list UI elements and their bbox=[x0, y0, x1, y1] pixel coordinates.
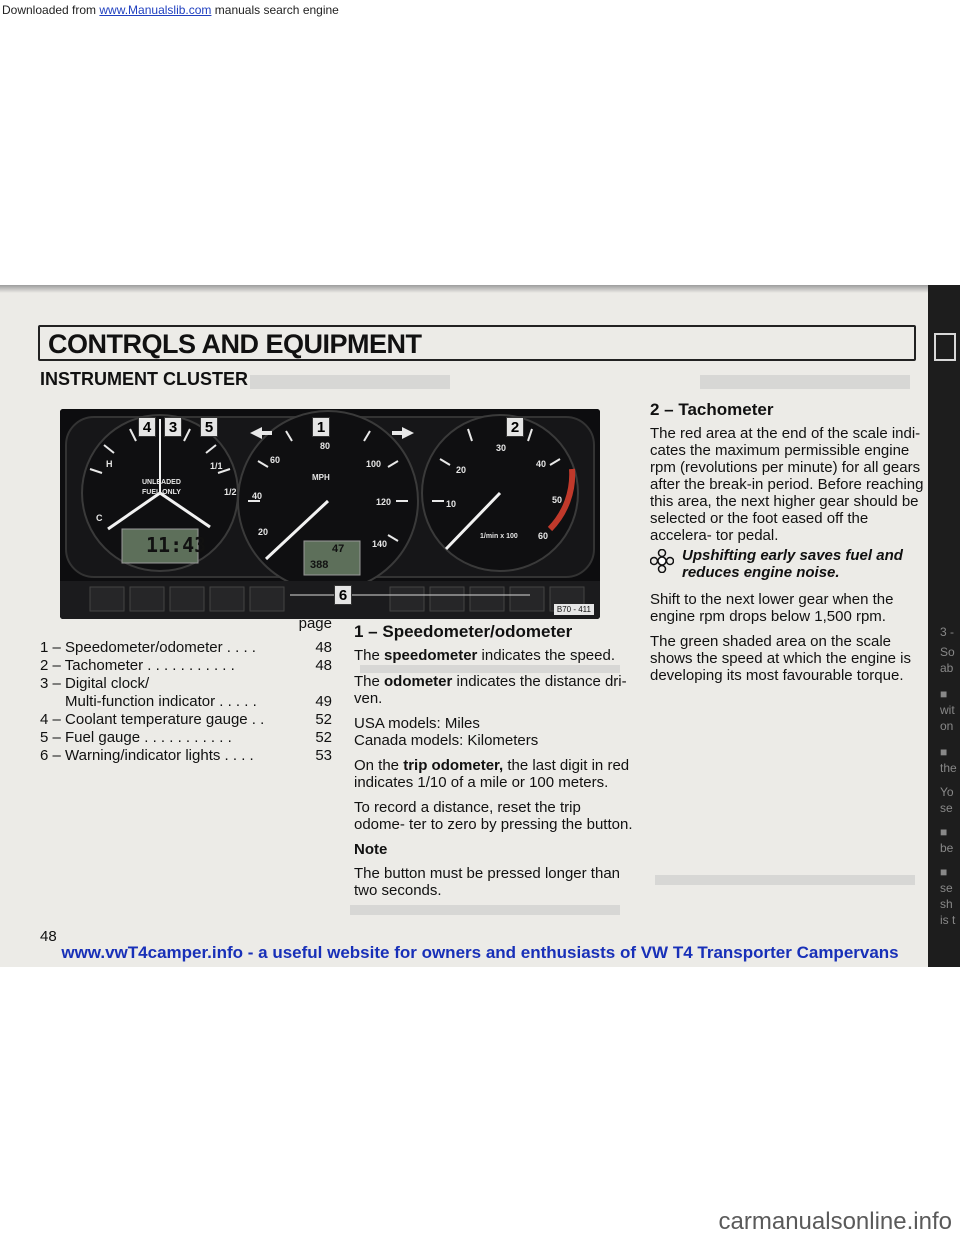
trip-odometer-readout: 47 bbox=[332, 543, 345, 555]
downshift-paragraph: Shift to the next lower gear when the engine rpm drops below 1,500 rpm. bbox=[650, 591, 894, 625]
fuel-notice-line2: FUEL ONLY bbox=[142, 489, 181, 496]
odometer-readout: 388 bbox=[310, 559, 329, 571]
edge-text: Yo bbox=[940, 785, 954, 799]
list-item-text: 4 – Coolant temperature gauge . . bbox=[40, 711, 265, 728]
edge-text: ■ bbox=[940, 687, 948, 701]
edge-text: is t bbox=[940, 913, 956, 927]
text-run: The bbox=[354, 673, 385, 690]
list-item bbox=[40, 711, 332, 728]
edge-text: ■ bbox=[940, 745, 948, 759]
chapter-title: CONTRQLS AND EQUIPMENT bbox=[48, 329, 422, 359]
edge-text: wit bbox=[940, 703, 955, 717]
flower-tip-icon bbox=[650, 549, 674, 573]
note-heading: Note bbox=[354, 841, 388, 858]
speedo-label-60: 60 bbox=[270, 455, 281, 465]
speedo-label-100: 100 bbox=[366, 459, 382, 469]
instrument-cluster-photo bbox=[60, 409, 600, 619]
text-run: indicates the distance dri- ven. bbox=[354, 673, 627, 707]
banner-prefix: Downloaded from bbox=[2, 3, 100, 17]
tacho-label-60: 60 bbox=[538, 531, 549, 541]
list-item bbox=[40, 747, 332, 764]
units-line-canada: Canada models: Kilometers bbox=[354, 732, 539, 749]
tachometer-paragraph: The red area at the end of the scale indi- cates the maximum permissible engine rpm (revolutions per minute) for all gears after the break-in period. Before reaching this area, the next higher gear should be selected or the foot eased off the accelera- tor pedal. bbox=[650, 425, 924, 544]
list-item bbox=[40, 657, 332, 674]
section-title: INSTRUMENT CLUSTER bbox=[40, 369, 248, 389]
list-item-text: 3 – Digital clock/ bbox=[40, 675, 150, 692]
list-item-text: 6 – Warning/indicator lights . . . . bbox=[40, 747, 254, 764]
chapter-header bbox=[38, 325, 916, 361]
callout-3: 3 bbox=[164, 417, 182, 437]
bleed-through bbox=[700, 375, 910, 389]
fuel-full-label: 1/1 bbox=[210, 461, 223, 471]
trip-odometer-paragraph bbox=[354, 757, 634, 791]
note-text: The button must be pressed longer than two seconds. bbox=[354, 865, 621, 899]
tacho-label-30: 30 bbox=[496, 443, 507, 453]
torque-paragraph: The green shaded area on the scale shows the speed at which the engine is developing its most favourable torque. bbox=[650, 633, 911, 684]
coolant-hot-label: H bbox=[106, 459, 113, 469]
reset-paragraph: To record a distance, reset the trip odome- ter to zero by pressing the button. bbox=[354, 799, 633, 833]
edge-text: se bbox=[940, 881, 953, 895]
bleed-through bbox=[655, 875, 915, 885]
edge-text: So bbox=[940, 645, 955, 659]
edge-text: 3 - bbox=[940, 625, 955, 639]
speedo-label-40: 40 bbox=[252, 491, 263, 501]
list-item-page: 52 bbox=[315, 729, 332, 746]
speedo-label-120: 120 bbox=[376, 497, 392, 507]
fuel-half-label: 1/2 bbox=[224, 487, 237, 497]
tip-box bbox=[650, 547, 928, 583]
list-item bbox=[40, 693, 332, 710]
list-item-page: 52 bbox=[315, 711, 332, 728]
tacho-label-40: 40 bbox=[536, 459, 547, 469]
text-run-bold: speedometer bbox=[384, 647, 478, 664]
list-item-text: Multi-function indicator . . . . . bbox=[40, 693, 257, 710]
next-page-edge bbox=[928, 285, 960, 967]
list-item bbox=[40, 675, 332, 692]
edge-text: ■ bbox=[940, 865, 948, 879]
edge-text: sh bbox=[940, 897, 953, 911]
edge-text: the bbox=[940, 761, 957, 775]
edge-text: be bbox=[940, 841, 954, 855]
coolant-cold-label: C bbox=[96, 513, 103, 523]
vwt4camper-link[interactable]: www.vwT4camper.info - a useful website for owners and enthusiasts of VW T4 Transporter Campervans bbox=[61, 943, 899, 962]
edge-text: ■ bbox=[940, 825, 948, 839]
figure-plate-number: B70 - 411 bbox=[554, 604, 594, 615]
tacho-label-20: 20 bbox=[456, 465, 467, 475]
list-item-page: 49 bbox=[315, 693, 332, 710]
site-watermark: carmanualsonline.info bbox=[718, 1208, 952, 1235]
fuel-notice-line1: UNLEADED bbox=[142, 479, 181, 486]
odometer-paragraph bbox=[354, 673, 634, 707]
bleed-through bbox=[250, 375, 450, 389]
list-item-text: 2 – Tachometer . . . . . . . . . . . bbox=[40, 657, 235, 674]
edge-text: ab bbox=[940, 661, 954, 675]
edge-text: on bbox=[940, 719, 954, 733]
tip-text: Upshifting early saves fuel and reduces engine noise. bbox=[682, 547, 903, 581]
text-run: indicates the speed. bbox=[477, 647, 615, 664]
banner-suffix: manuals search engine bbox=[211, 3, 339, 17]
next-page-header-fragment bbox=[934, 333, 956, 361]
list-item-page: 53 bbox=[315, 747, 332, 764]
speedo-unit: MPH bbox=[312, 473, 330, 482]
tacho-unit: 1/min x 100 bbox=[480, 533, 518, 540]
tachometer-heading: 2 – Tachometer bbox=[650, 400, 774, 419]
tacho-label-50: 50 bbox=[552, 495, 563, 505]
list-item-text: 5 – Fuel gauge . . . . . . . . . . . bbox=[40, 729, 232, 746]
list-item-page: 48 bbox=[315, 639, 332, 656]
callout-1: 1 bbox=[312, 417, 330, 437]
page-column-label: page bbox=[298, 615, 332, 632]
bleed-through bbox=[360, 665, 620, 673]
bleed-through bbox=[350, 905, 620, 915]
text-run-bold: odometer bbox=[384, 673, 453, 690]
speedo-label-140: 140 bbox=[372, 539, 388, 549]
callout-6: 6 bbox=[334, 585, 352, 605]
tacho-label-10: 10 bbox=[446, 499, 457, 509]
callout-5: 5 bbox=[200, 417, 218, 437]
manualslib-link[interactable]: www.Manualslib.com bbox=[99, 3, 212, 17]
speedo-label-20: 20 bbox=[258, 527, 269, 537]
source-banner bbox=[0, 0, 960, 20]
manual-page bbox=[0, 285, 960, 967]
text-run: On the bbox=[354, 757, 404, 774]
speedo-label-80: 80 bbox=[320, 441, 331, 451]
text-run-bold: trip odometer, bbox=[403, 757, 504, 774]
list-item bbox=[40, 729, 332, 746]
callout-2: 2 bbox=[506, 417, 524, 437]
list-item-text: 1 – Speedometer/odometer . . . . bbox=[40, 639, 256, 656]
clock-readout: 11:43 bbox=[146, 533, 207, 557]
speedometer-heading: 1 – Speedometer/odometer bbox=[354, 622, 573, 641]
list-item bbox=[40, 639, 332, 656]
speedometer-paragraph bbox=[354, 647, 634, 664]
callout-4: 4 bbox=[138, 417, 156, 437]
list-item-page: 48 bbox=[315, 657, 332, 674]
text-run: the last digit in red indicates 1/10 of a mile or 100 meters. bbox=[354, 757, 630, 791]
text-run: The bbox=[354, 647, 385, 664]
units-line-usa: USA models: Miles bbox=[354, 715, 480, 732]
page-number: 48 bbox=[40, 928, 57, 945]
edge-text: se bbox=[940, 801, 953, 815]
